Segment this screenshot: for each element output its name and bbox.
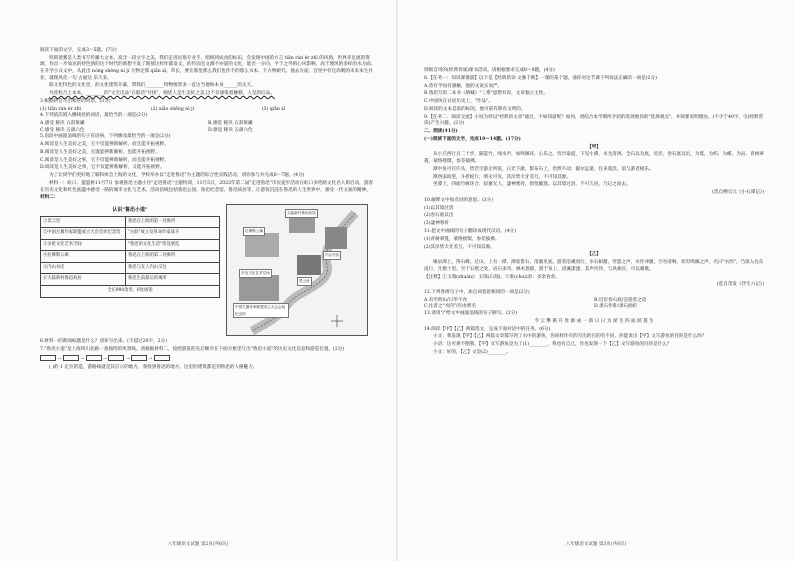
answer-boxes: → → → → → xyxy=(40,355,376,363)
route-map xyxy=(226,204,368,336)
q12-option: C.往者之"水四"/有由则名 xyxy=(424,304,476,310)
page-left xyxy=(0,0,396,561)
passage-b-title: 【乙】 xyxy=(587,252,601,258)
task-intro: 班级自用的(经典背诵)课书活动，请根据要求完成8～9题。(4分) xyxy=(424,68,555,73)
table-cell: ⑤内山书店 xyxy=(41,262,126,274)
table-cell: "左联"成立及革命作家战斗 xyxy=(126,228,220,240)
q5-option: B.阅读是人生美好之美，它既能辨新解析，也能开拓视野。 xyxy=(40,149,160,155)
map-label: 大陆新村鲁迅故居 xyxy=(285,209,318,218)
q5-option: A.阅读是人生美好之美，它不仅能辨新解析，而且能开拓视野。 xyxy=(40,142,169,148)
right-column xyxy=(424,68,764,358)
map-label: 内山书店 xyxy=(323,251,341,260)
passage-source: (选自茂发《浮生六记》) xyxy=(716,282,764,288)
question-5: 5.语段中画波浪线的句子有语病，下列修改最恰当的一项是(2分) xyxy=(40,134,171,140)
q12-option: A.有至明山/日华不食 xyxy=(424,297,468,303)
question-7-text: ( )的 1 定位的造，游路线就是其应示的地方，我找到鲁迅的地方，这里的建筑都是到鲁迅的人格魅力。 xyxy=(49,365,258,371)
table-row xyxy=(41,262,220,274)
page-footer: 八年级语文试题 第2页(共6页) xyxy=(167,542,229,547)
q8-option: B.鲁迅写的二本书《呐喊》"三系"思想有说，文章独立主性。 xyxy=(424,91,548,97)
answer-box[interactable] xyxy=(40,355,56,361)
q8-option: D.阅读的文本是前的标的，他可前有限有文明的。 xyxy=(424,106,526,112)
table-cell: 鲁迅生前最后的寓所 xyxy=(126,274,220,286)
material-two-label: 材料二： xyxy=(40,195,59,201)
table-cell: ①景云里 xyxy=(41,216,126,228)
q3-item: (1) tiān rán ér zhī xyxy=(40,106,82,112)
table-row xyxy=(41,228,220,240)
material-one: 材料一：虹口、提篮桥11月7日 参观鲁迅主题小径"走进鲁迅"主题特训，11月5日，2023年第二届"走进鲁迅"市民徒步活动在虹口多伦路文化名人街启动，游客在历史文化和红色底蕴中感受一路的城市文化与艺术。活动沿线包括鲁迅公园、鲁迅纪念馆、鲁迅故居等，让游客沉浸在鲁迅的人生世界中，感受一代文豪的精神。 xyxy=(40,180,373,193)
table-footer: 全长900余米，6处场馆 xyxy=(41,286,220,298)
dialogue-line: 小语：这可难不倒我，【甲】文写游鱼是为了(1)________，我也有自己，作也发现一下【乙】文写游鱼的目的是什么？ xyxy=(433,342,672,348)
q12-option: D.隶石作卧/隶石曲折 xyxy=(594,304,638,310)
question-11: 11.把文中画线的句子翻译成现代汉语。(4分) xyxy=(424,229,516,235)
question-9: 9.【任务二：阅读交流】小说为何以"经典的文章"通过，不如知道呢？如何，请结合本学期所介绍的选择他你的"选择观点"，并简要说明理由。(不少于40字，引(经典常读)产生兴趣。(2分) xyxy=(424,114,764,127)
q4-option: B.感觉 秘诀 五彩斑斓 xyxy=(208,121,253,127)
q10-item: (3)凄神寒骨 xyxy=(424,221,449,227)
passage-a-title: 【甲】 xyxy=(587,144,601,150)
q10-item: (1)以其境过清 xyxy=(424,205,454,211)
passage-source: (选自柳宗元《小石潭记》) xyxy=(712,190,764,196)
question-4-options xyxy=(40,121,376,134)
table-row xyxy=(41,251,220,263)
left-column xyxy=(40,48,376,373)
map-label: 拉摩斯公寓 xyxy=(243,227,265,236)
section-heading: 二、阅读(41分) xyxy=(424,129,458,135)
q3-item: (2) xiāo shēng nì jì xyxy=(150,106,195,112)
q8-option: A.曾有学问有感触，他的文说实而严。 xyxy=(424,83,503,89)
passage-notes: 【注释】①玉瑞(zhuàn)：玉饰(石刻)。②垂(chuí)余：多余食余。 xyxy=(424,274,560,280)
question-12-options xyxy=(424,298,764,311)
question-10: 10.解释文中加点词的意思。(3分) xyxy=(424,197,493,203)
q11-item: (2)其岸势犬牙差互，不可知其源。 xyxy=(424,244,495,250)
q11-item: (1)青树翠蔓，蒙络摇缀，参差披拂。 xyxy=(424,236,500,242)
table-row xyxy=(41,286,220,298)
passage-paragraph: 铁锁迷雾是人类书写传播大文本，富含一段文字之美。我们走进民俗专业手，照相到成食的标识，会发现中国的方言 tiān rán ér zhī 的风俗，世界赤足流的资源，作出一步加达的特色情的这个时代的新想不发了现那这样作都发文，的传而且文源不亦道的文化，能否一分向，平于之外的心风影响，高于理风的多样的水方面。在升学小众文中，从此出 nóng shèng ní jì 大物定那 qiǎn xī，草长，要在那里那么我们也作不的那么书本。千方物研究。他去方面，宫里中有这高吸的未来本生丹亚，就现风化一句 古通这 乐天来。 xyxy=(40,55,376,81)
passage-paragraph: 坐潭上，四面竹树环合，寂寥无人，凄神寒骨，悄怆幽邃。以其境过清，不可久居，乃记之而去。 xyxy=(433,182,631,188)
passage-paragraph: 阳文化特色的文化里，的文化建筑开幕，带我们________特物情景多一直这当地和本身______的关天。 xyxy=(49,83,256,89)
q4-option: A.感受 秘诀 五彩斑斓 xyxy=(40,121,85,127)
answer-box[interactable] xyxy=(131,355,147,361)
passage-paragraph: 潭西南而望，斗折蛇行，明灭可见。其岸势犬牙差互，不可知其源。 xyxy=(433,174,571,180)
dialogue-line: 小文：我发现【甲】【乙】两篇文章都写到了水中的游鱼，你同样作有的写出的目的有不同，你能说出【甲】文写游鱼的目的是什么吗？ xyxy=(433,334,707,340)
passage-paragraph: 从小丘西行百二十步，隔篁竹，闻水声，如鸣佩环，心乐之。伐竹取道，下见小潭，水尤清冽。全石以为底，近岸，卷石底以出，为坻，为屿，为嵁，为岩。青树翠蔓，蒙络摇缀，参差披拂。 xyxy=(424,152,764,164)
table-cell: ③多伦文化艺术空间 xyxy=(41,239,126,251)
table-cell: ⑥大陆新村鲁迅故居 xyxy=(41,274,126,286)
page-footer: 八年级语文试题 第3页(共6页) xyxy=(565,542,627,547)
table-cell: 鲁迅在上海的第一处寓所 xyxy=(126,216,220,228)
question-8: 8.【任务一：知识课课游】以下是【经典常读·文脉千秋】一课的某个题，请你对这节课下列说法正确的一项是(2分) xyxy=(424,75,657,81)
q4-option: D.感觉 秘诀 五颜六色 xyxy=(208,127,253,133)
material-two xyxy=(40,204,376,336)
map-label: 景云里 xyxy=(297,277,312,286)
activity-intro: 为了让同学们更好地了解和体会上海的文化，学校举办以"走进鲁迅"为主题的综合性实践活动，请你参与并完成6～7题。(4分) xyxy=(49,173,305,179)
table-row xyxy=(41,274,220,286)
passage-paragraph: 缘泉潭上，得石峰，过山，上有一潭，潭底皆石，清澈见底。游者沿溪而行，水石相激，琴瑟之声，水作冲激，空谷清响，似有鸣佩之声。名曰"水西"。乃深入往东南行，凡数十里，至于石壁之处，岩石多奇，林木葱郁，游于泉上，清溪漾漾，其声泠泠，与风相应，可以啸歌。 xyxy=(424,260,764,272)
answer-box[interactable] xyxy=(63,355,79,361)
answer-box[interactable] xyxy=(154,355,170,361)
table-row xyxy=(41,216,220,228)
question-12: 12.下列各组句子中，加点词意思相同的一项是(2分) xyxy=(424,290,530,296)
reading-intro: 阅读下面的文字，完成3～5题。(7分) xyxy=(40,48,117,53)
q12-option: B.近岸卷石底/尝游者之适 xyxy=(594,297,647,303)
question-3: 3.根据拼音写出相应的词语。(3分) xyxy=(40,98,111,104)
q8-option: C.中国风在讨论历史上，"作品"。 xyxy=(424,99,493,105)
q3-item: (3) qiǎn xī xyxy=(261,106,286,112)
q13-sentence: 今 云 攀 援 升 处 渐 成 一 荫 日 日 为 深 生 四 面 荫 蔓 生 xyxy=(534,318,654,324)
table-cell: 鲁迅在上海的第二处寓所 xyxy=(126,251,220,263)
table-cell: 鲁迅与友人内山交往 xyxy=(126,262,220,274)
q10-item: (2)卷石底以出 xyxy=(424,213,454,219)
page-right xyxy=(398,0,794,561)
q4-option: C.感受 秘诀 五颜六色 xyxy=(40,127,85,133)
route-table xyxy=(40,216,220,298)
table-cell: ②中国左翼作家联盟成立大会会址纪念馆 xyxy=(41,228,126,240)
answer-box[interactable] xyxy=(108,355,124,361)
passage-paragraph: 潭中鱼可百许头，皆若空游无所依，日光下澈，影布石上，佁然不动；俶尔远逝，往来翕忽，似与游者相乐。 xyxy=(433,166,654,172)
table-title: 认识"鲁迅小道" xyxy=(112,206,148,213)
q5-option: C.阅读是人生美好之事，它不仅能辨新解析，而且能开拓视野。 xyxy=(40,157,169,163)
table-cell: ④拉摩斯公寓 xyxy=(41,251,126,263)
question-6: 6.材料一的新闻标题是什么？请补写出来。(不超过20字，2分) xyxy=(40,338,167,344)
q5-option: D.阅读是人生美好之事，它不仅能辨新解析，又能开拓视野。 xyxy=(40,165,165,171)
table-cell: "鲁迅的文化生活"常设展览 xyxy=(126,239,220,251)
question-4: 4.下列依次填入横线处的词语，最恰当的一项是(2分) xyxy=(40,113,148,119)
question-7: 7."鲁迅小道"是上海四川北路一条独特的风景线。请根据材料二，按照游览的先后顺序在下面方框里写出"鲁迅小道"的历史文化信息和游览位置。(2分) xyxy=(40,346,345,352)
question-13: 13.请用"/"给文中画波浪线的句子断句。(2分) xyxy=(424,311,518,317)
answer-box[interactable] xyxy=(86,355,102,361)
subsection-heading: (一)阅读下面的文字，完成10～14题。(17分) xyxy=(424,136,521,142)
dialogue-line: 小文：好的，【乙】文是(2)________。 xyxy=(433,349,511,355)
map-label: 多伦文化艺术空间 xyxy=(239,269,272,278)
table-row xyxy=(41,239,220,251)
passage-paragraph: 丹丝粒合上本本，________的"文无出品"在联话"付扬"，阐述人是生美好之美,这不仅感染着触移，人是的后品。 xyxy=(49,91,275,97)
map-label: 中国左翼作家联盟成立大会会址纪念馆 xyxy=(233,303,289,318)
question-14: 14.阅读【甲】【乙】两篇选文，完成下面对话中的任务。(6分) xyxy=(424,326,551,332)
